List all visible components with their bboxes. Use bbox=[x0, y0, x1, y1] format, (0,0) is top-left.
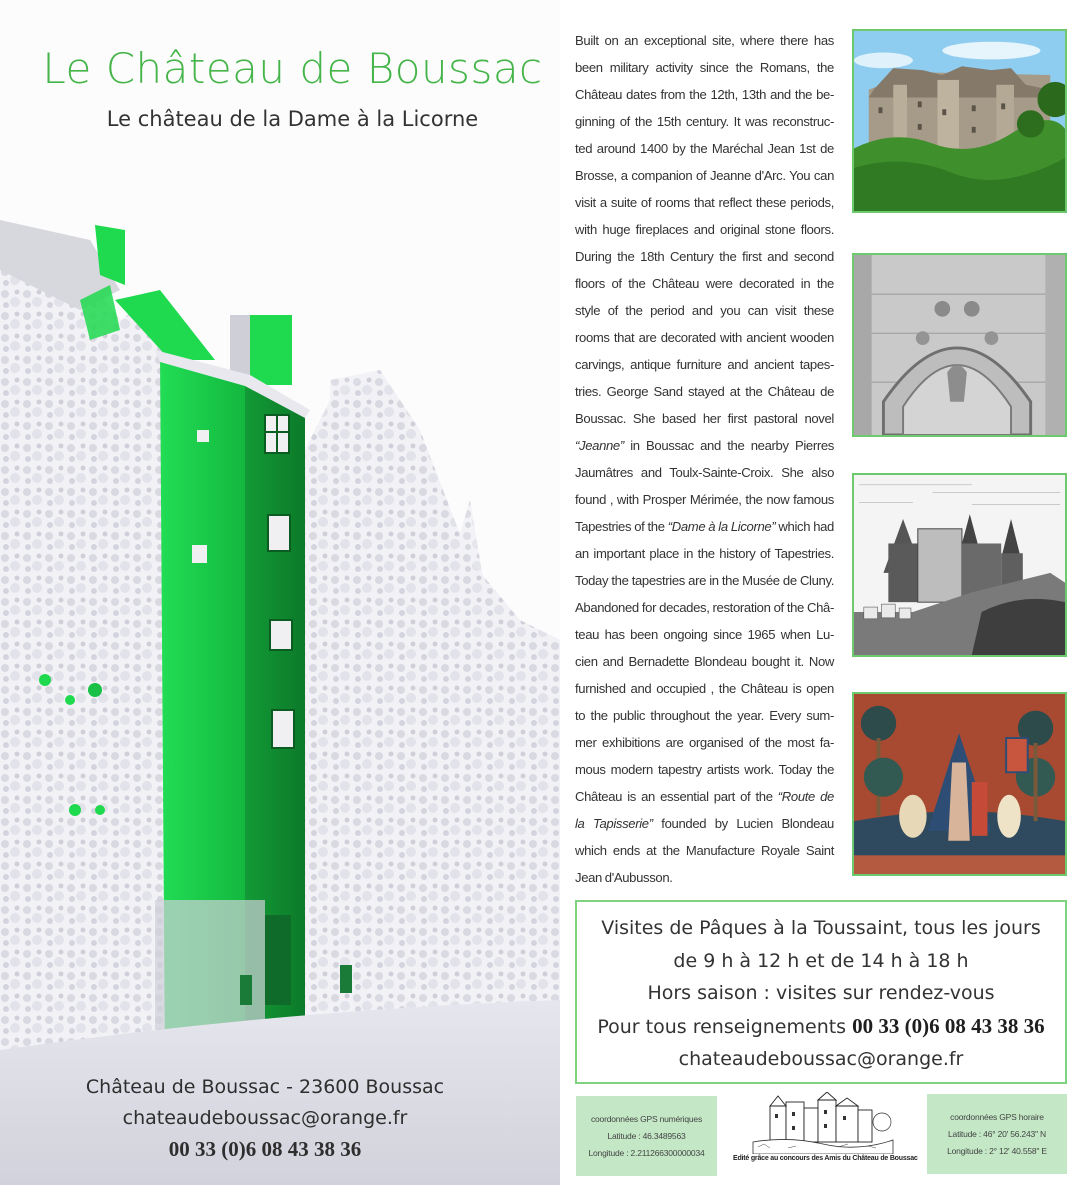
text-line: furnished and occupied , the Château is open bbox=[575, 681, 834, 696]
text-line: visit a suite of rooms that reflect these periods, bbox=[575, 195, 834, 210]
address: Château de Boussac - 23600 Boussac bbox=[85, 1076, 445, 1098]
route-title: “Route de bbox=[777, 789, 834, 804]
gps-numeric-title: coordonnées GPS numériques bbox=[590, 1113, 703, 1124]
text-line: mer exhibitions are organised of the most fa- bbox=[575, 735, 834, 750]
text-line: ginning of the 15th century. It was reconstruc- bbox=[575, 114, 834, 129]
sponsor-block bbox=[733, 1092, 918, 1182]
text-fragment: which had bbox=[775, 519, 834, 534]
text-line bbox=[575, 783, 834, 810]
text-line: which ends at the Manufacture Royale Saint bbox=[575, 843, 834, 858]
gps-numeric-box bbox=[576, 1096, 717, 1176]
chateau-sketch-icon bbox=[748, 1092, 898, 1154]
text-line: teau has been ongoing since 1965 when Lu- bbox=[575, 627, 834, 642]
off-season-note: Hors saison : visites sur rendez-vous bbox=[647, 982, 995, 1004]
text-line: carvings, antique furniture and ancient tapes- bbox=[575, 357, 834, 372]
text-line bbox=[575, 513, 834, 540]
text-line: been military activity since the Romans, the bbox=[575, 60, 834, 75]
text-line: floors of the Château were decorated in the bbox=[575, 276, 834, 291]
text-line: Today the tapestries are in the Musée de Cluny. bbox=[575, 573, 834, 588]
info-phone[interactable]: 00 33 (0)6 08 43 38 36 bbox=[852, 1013, 1045, 1038]
text-fragment: founded by Lucien Blondeau bbox=[652, 816, 834, 831]
gps-numeric-latitude: Latitude : 46.3489563 bbox=[607, 1130, 686, 1141]
text-line: mous modern tapestry artists work. Today the bbox=[575, 762, 834, 777]
gps-dms-box bbox=[927, 1094, 1067, 1174]
email-link[interactable]: chateaudeboussac@orange.fr bbox=[122, 1107, 408, 1129]
page-subtitle: Le château de la Dame à la Licorne bbox=[106, 107, 479, 131]
info-phone-row bbox=[577, 1010, 1065, 1044]
daily-hours: de 9 h à 12 h et de 14 h à 18 h bbox=[673, 949, 969, 972]
visit-info-box bbox=[575, 900, 1067, 1084]
info-email[interactable]: chateaudeboussac@orange.fr bbox=[678, 1048, 964, 1070]
text-fragment: Tapestries of the bbox=[575, 519, 668, 534]
page-title: Le Château de Boussac bbox=[42, 44, 543, 93]
text-line: cien and Bernadette Blondeau bought it. Now bbox=[575, 654, 834, 669]
tapestry-title: “Dame à la Licorne” bbox=[667, 519, 776, 534]
history-text bbox=[575, 27, 834, 891]
thumbnail-gothic-arch bbox=[852, 253, 1067, 437]
gps-dms-longitude: Longitude : 2° 12' 40.558'' E bbox=[947, 1145, 1047, 1156]
text-fragment: Château is an essential part of the bbox=[575, 789, 778, 804]
text-line bbox=[575, 810, 834, 837]
text-line bbox=[575, 432, 834, 459]
text-line: Abandoned for decades, restoration of the Châ- bbox=[575, 600, 834, 615]
text-line: with huge fireplaces and original stone floors. bbox=[575, 222, 834, 237]
gps-dms-title: coordonnées GPS horaire bbox=[950, 1111, 1044, 1122]
text-line: ted around 1400 by the Maréchal Jean 1st de bbox=[575, 141, 834, 156]
text-line: an important place in the history of Tapestries. bbox=[575, 546, 834, 561]
season-hours: Visites de Pâques à la Toussaint, tous les jours bbox=[601, 917, 1041, 939]
thumbnail-tapestry bbox=[852, 692, 1067, 876]
info-label: Pour tous renseignements bbox=[597, 1015, 853, 1038]
text-line: Brosse, a companion of Jeanne d'Arc. You can bbox=[575, 168, 834, 183]
thumbnail-chateau-hillside bbox=[852, 29, 1067, 213]
gps-numeric-longitude: Longitude : 2.211266300000034 bbox=[588, 1147, 705, 1158]
text-line: Jaumâtres and Toulx-Sainte-Croix. She also bbox=[575, 465, 834, 480]
text-line: to the public throughout the year. Every sum- bbox=[575, 708, 834, 723]
text-line: style of the period and you can visit these bbox=[575, 303, 834, 318]
left-contact-block bbox=[0, 1072, 530, 1165]
route-title: la Tapisserie” bbox=[575, 816, 653, 831]
text-line: tries. George Sand stayed at the Château de bbox=[575, 384, 834, 399]
text-line: Jean d'Aubusson. bbox=[575, 870, 673, 885]
text-line: Built on an exceptional site, where there has bbox=[575, 33, 834, 48]
thumbnail-engraving bbox=[852, 473, 1067, 657]
text-line: found , with Prosper Mérimée, the now famous bbox=[575, 492, 834, 507]
novel-title: “Jeanne” bbox=[575, 438, 624, 453]
sponsor-caption: Edité grâce au concours des Amis du Château de Boussac bbox=[733, 1155, 918, 1162]
text-fragment: in Boussac and the nearby Pierres bbox=[623, 438, 834, 453]
text-line: During the 18th Century the first and second bbox=[575, 249, 834, 264]
text-line: Château dates from the 12th, 13th and the be- bbox=[575, 87, 834, 102]
gps-dms-latitude: Latitude : 46° 20' 56.243'' N bbox=[948, 1128, 1046, 1139]
text-line: Boussac. She based her first pastoral novel bbox=[575, 411, 834, 426]
phone-number[interactable]: 00 33 (0)6 08 43 38 36 bbox=[168, 1137, 362, 1161]
hero-image-tower bbox=[0, 200, 560, 1185]
text-line: rooms that are decorated with ancient wooden bbox=[575, 330, 834, 345]
